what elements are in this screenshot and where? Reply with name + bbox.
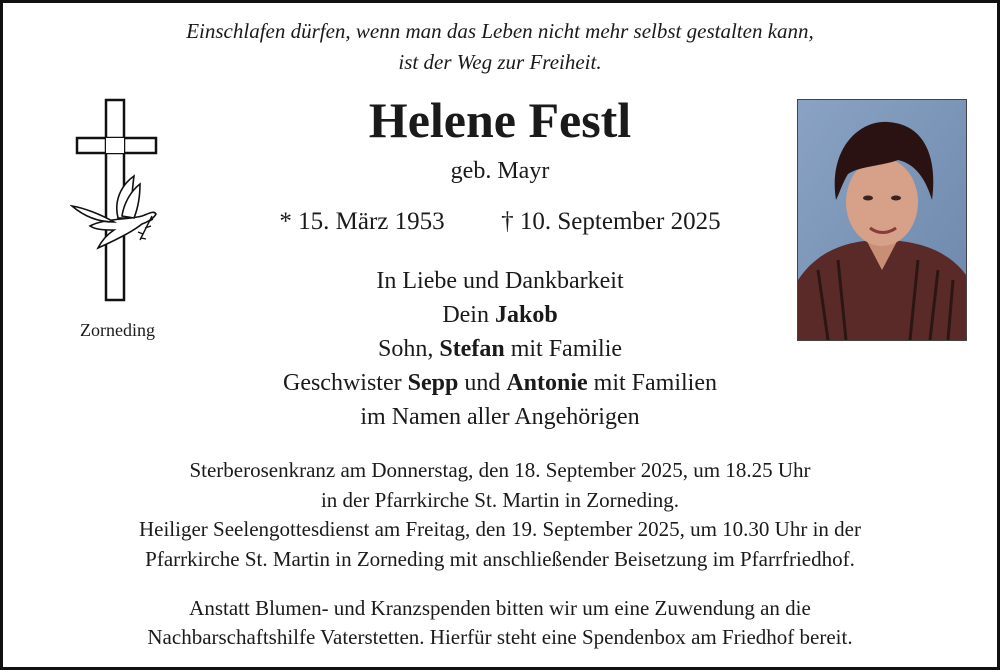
birth-symbol: * [279,208,292,235]
motto [0,16,1000,78]
motto-line-1: Einschlafen dürfen, wenn man das Leben nicht mehr selbst gestalten kann, [186,19,814,43]
services-line-2: in der Pfarrkirche St. Martin in Zorneding. [320,487,680,512]
services-line-4: Pfarrkirche St. Martin in Zorneding mit anschließender Beisetzung im Pfarrfriedhof. [145,546,855,571]
mourners-line-5: im Namen aller Angehörigen [360,404,640,430]
death-date: † 10. September 2025 [501,208,721,235]
mourners-line-1: In Liebe und Dankbarkeit [376,268,624,294]
mourners-line-2: Dein Jakob [442,302,558,328]
services-line-3: Heiliger Seelengottesdienst am Freitag, den 19. September 2025, um 10.30 Uhr in der [138,517,861,541]
services-line-1: Sterberosenkranz am Donnerstag, den 18. September 2025, um 18.25 Uhr [189,458,811,482]
deceased-name: Helene Festl [368,92,632,148]
mourners-line-4: Geschwister Sepp und Antonie mit Familien [282,370,717,396]
death-symbol: † [501,208,514,235]
motto-line-2: ist der Weg zur Freiheit. [398,50,602,74]
donation-line-1: Anstatt Blumen- und Kranzspenden bitten wir um eine Zuwendung an die [189,596,811,620]
portrait-photo [797,99,967,341]
donation-block [0,594,1000,652]
mourners-line-3: Sohn, Stefan mit Familie [377,336,623,362]
birth-date: * 15. März 1953 [279,208,445,235]
services-block [0,456,1000,574]
place-name: Zorneding [80,320,155,340]
donation-line-2: Nachbarschaftshilfe Vaterstetten. Hierfür steht eine Spendenbox am Friedhof bereit. [147,625,853,649]
maiden-name: geb. Mayr [450,158,550,184]
